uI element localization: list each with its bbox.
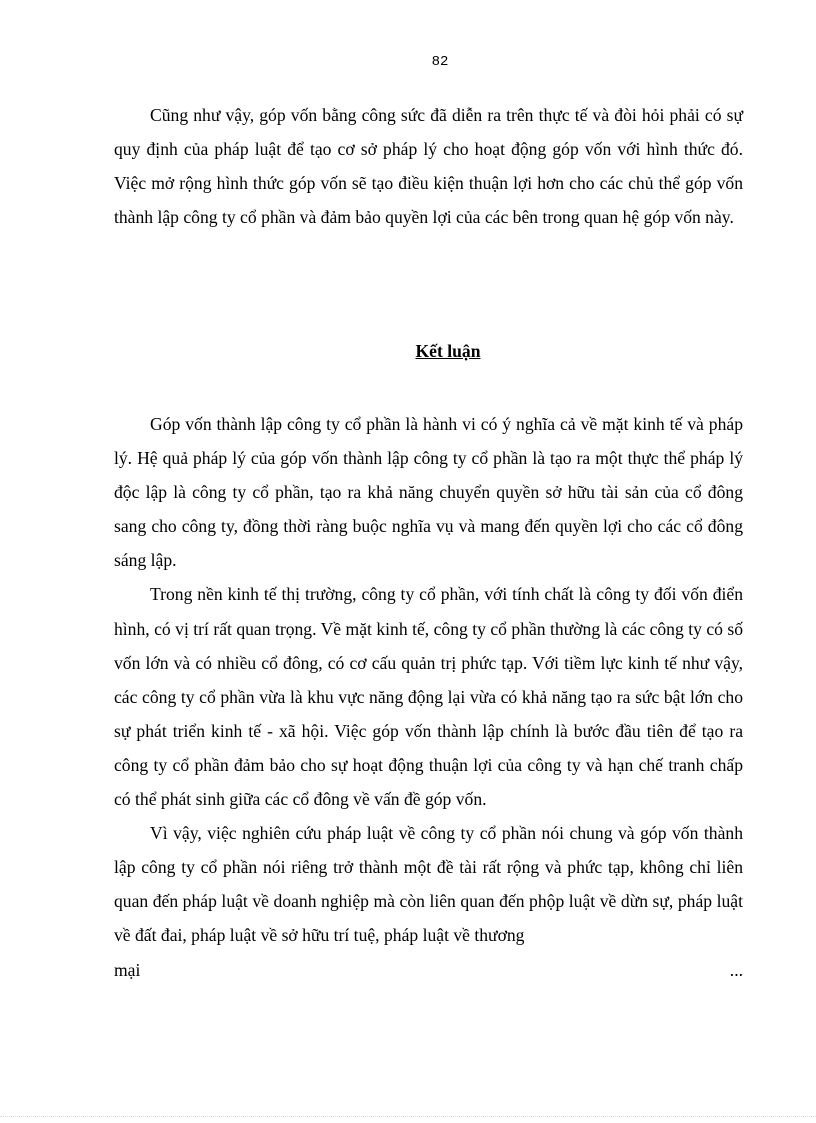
intro-text-block [114, 98, 743, 234]
intro-paragraph: Cũng như vậy, góp vốn bằng công sức đã diễn ra trên thực tế và đòi hỏi phải có sự quy định của pháp luật để tạo cơ sở pháp lý cho hoạt động góp vốn với hình thức đó. Việc mở rộng hình thức góp vốn sẽ tạo điều kiện thuận lợi hơn cho các chủ thể góp vốn thành lập công ty cổ phần và đảm bảo quyền lợi của các bên trong quan hệ góp vốn này. [114, 105, 743, 228]
conclusion-text-block [114, 407, 743, 987]
ellipsis: ... [729, 959, 743, 980]
page-bottom-divider [0, 1116, 816, 1117]
paragraph-3-tail-line [114, 953, 743, 987]
conclusion-paragraph-1: Góp vốn thành lập công ty cổ phần là hành vi có ý nghĩa cả về mặt kinh tế và pháp lý. Hệ quả pháp lý của góp vốn thành lập công ty cổ phần là tạo ra một thực thể pháp lý độc lập là công ty cổ phần, tạo ra khả năng chuyển quyền sở hữu tài sản của cổ đông sang cho công ty, đồng thời ràng buộc nghĩa vụ và mang đến quyền lợi cho các cổ đông sáng lập. [114, 414, 743, 571]
section-heading: Kết luận [415, 341, 481, 361]
conclusion-paragraph-3: Vì vậy, việc nghiên cứu pháp luật về công ty cổ phần nói chung và góp vốn thành lập công ty cổ phần nói riêng trở thành một đề tài rất rộng và phức tạp, không chỉ liên quan đến pháp luật về doanh nghiệp mà còn liên quan đến phộp luật về dừn sự, pháp luật về đất đai, pháp luật về sở hữu trí tuệ, pháp luật về thương [114, 823, 743, 946]
conclusion-paragraph-2: Trong nền kinh tế thị trường, công ty cổ phần, với tính chất là công ty đối vốn điển hình, có vị trí rất quan trọng. Về mặt kinh tế, công ty cổ phần thường là các công ty có số vốn lớn và có nhiều cổ đông, có cơ cấu quản trị phức tạp. Với tiềm lực kinh tế như vậy, các công ty cổ phần vừa là khu vực năng động lại vừa có khả năng tạo ra sức bật lớn cho sự phát triển kinh tế - xã hội. Việc góp vốn thành lập chính là bước đầu tiên để tạo ra công ty cổ phần đảm bảo cho sự hoạt động thuận lợi của công ty và hạn chế tranh chấp có thể phát sinh giữa các cổ đông về vấn đề góp vốn. [114, 584, 743, 810]
page-number: 82 [431, 54, 449, 70]
paragraph-3-tail: mại [114, 959, 141, 980]
